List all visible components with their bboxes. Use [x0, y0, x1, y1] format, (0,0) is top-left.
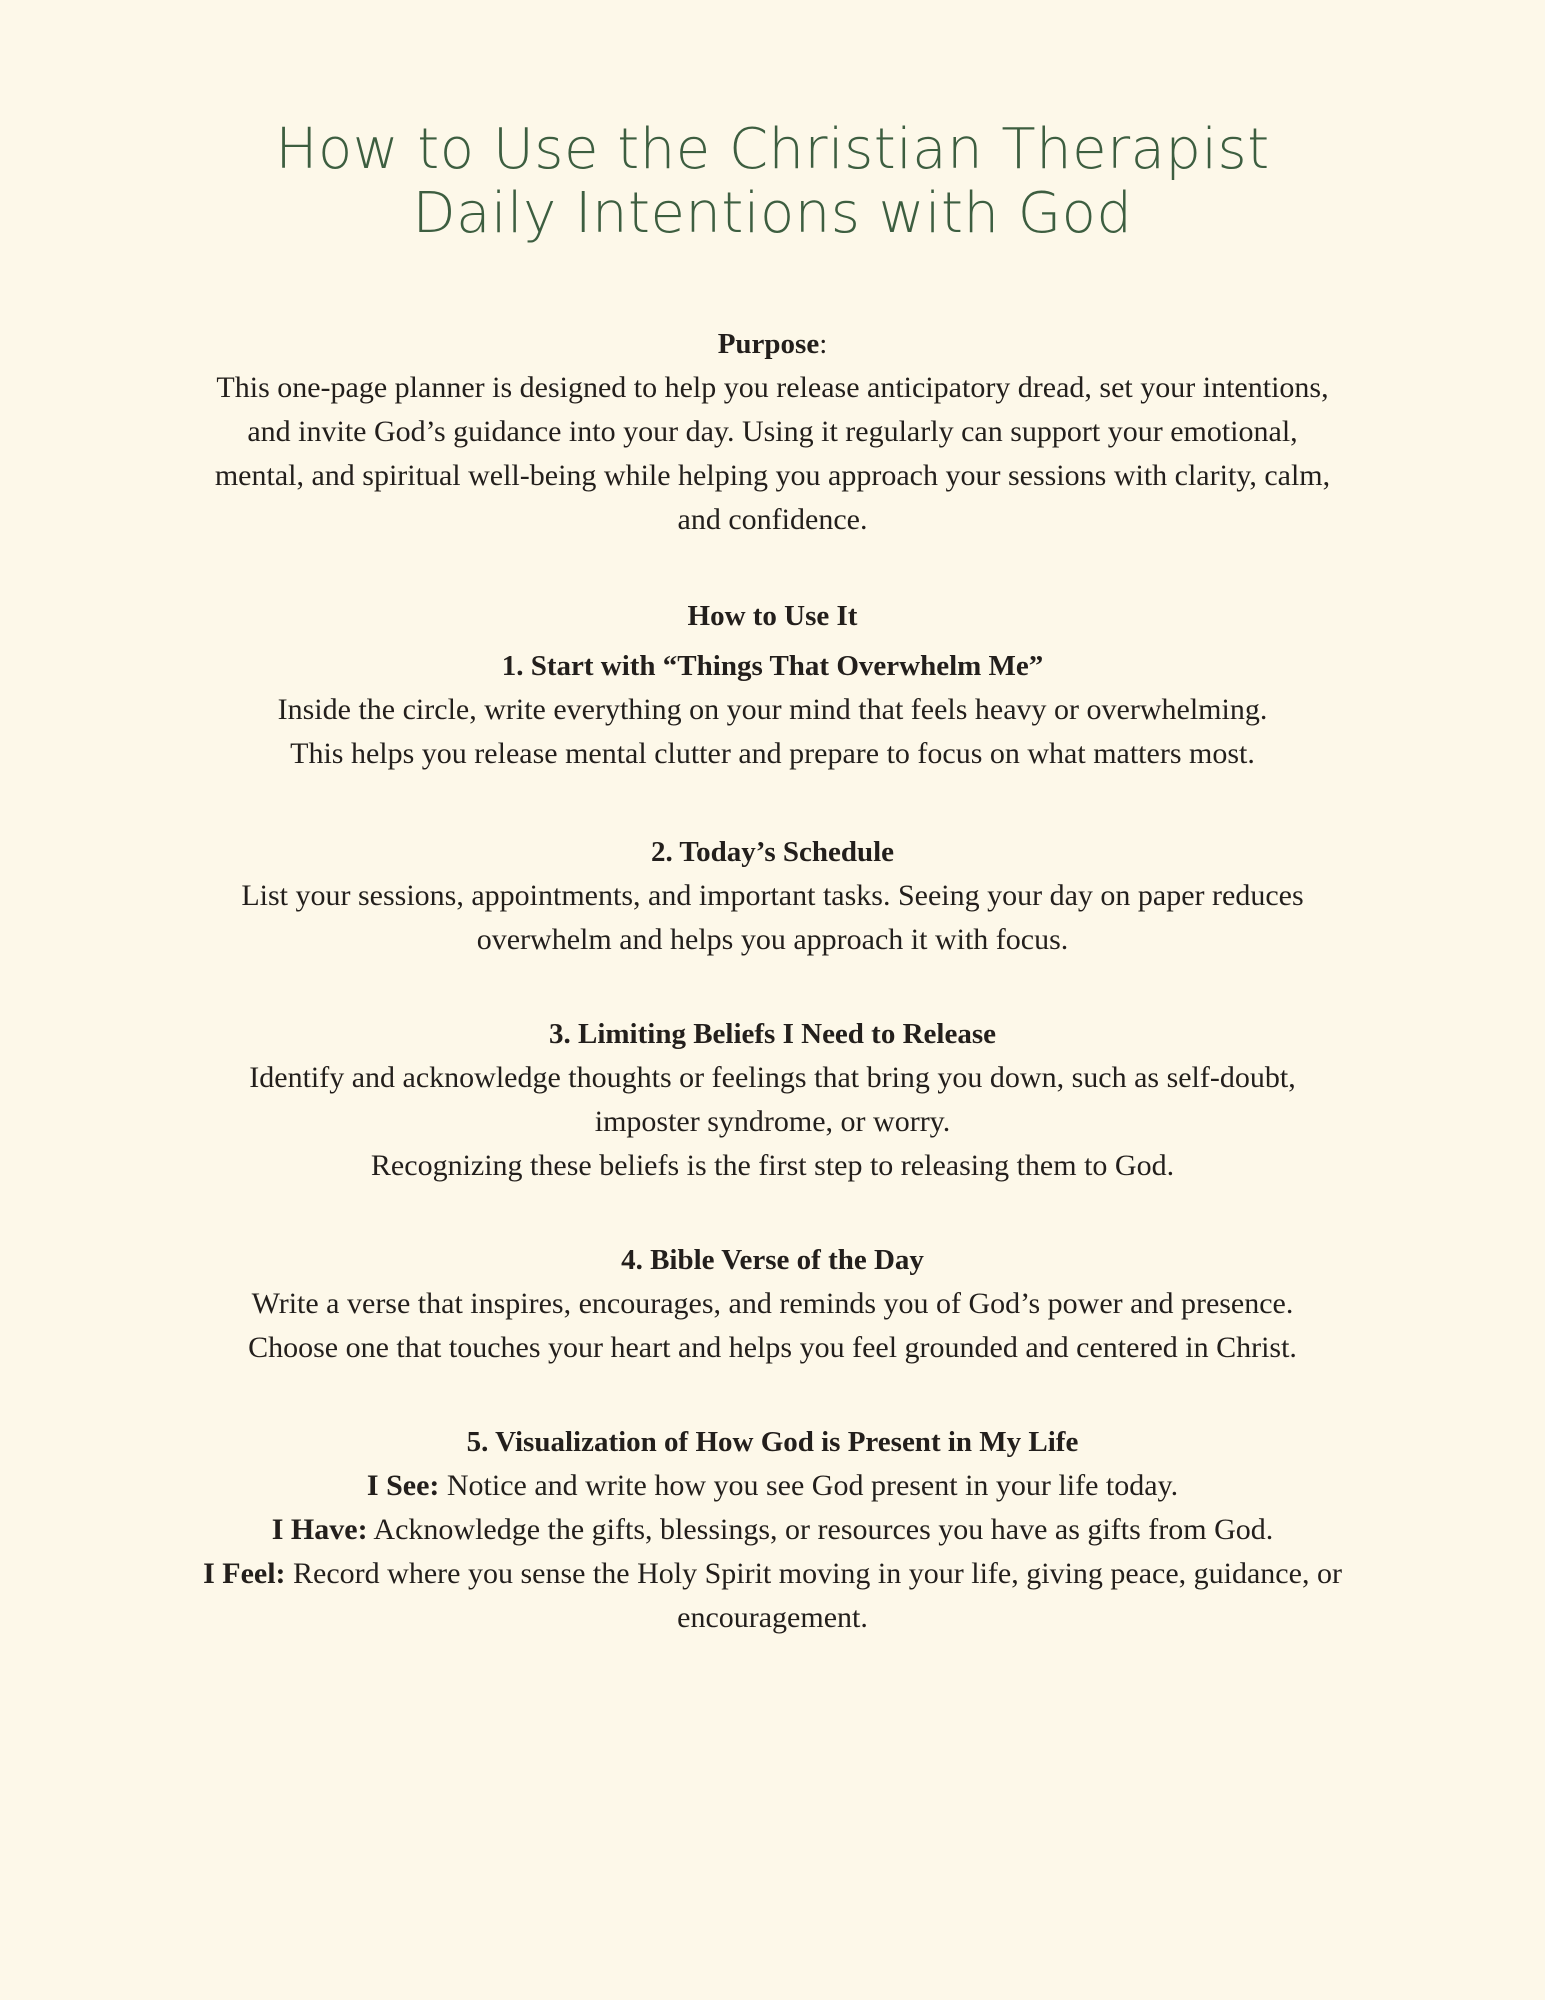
how-to-use-section	[130, 594, 1415, 638]
item-text: Notice and write how you see God present in your life today.	[439, 1469, 1179, 1502]
section-todays-schedule	[130, 830, 1415, 962]
section-line: imposter syndrome, or worry.	[594, 1105, 951, 1138]
purpose-line: mental, and spiritual well-being while helping you approach your sessions with clarity, calm,	[214, 459, 1331, 492]
section-heading: 4. Bible Verse of the Day	[621, 1244, 924, 1276]
purpose-line: and invite God’s guidance into your day. Using it regularly can support your emotional,	[247, 415, 1298, 448]
item-label: I See:	[366, 1469, 440, 1502]
visualization-item-i-see	[130, 1464, 1415, 1508]
section-visualization	[130, 1420, 1415, 1640]
section-line: Recognizing these beliefs is the first step to releasing them to God.	[370, 1149, 1175, 1182]
section-text	[130, 1464, 1415, 1640]
section-line: Inside the circle, write everything on your mind that feels heavy or overwhelming.	[277, 693, 1268, 726]
purpose-text	[130, 366, 1415, 542]
purpose-line: and confidence.	[677, 503, 868, 536]
purpose-section	[130, 322, 1415, 542]
page-title-line-2: Daily Intentions with God	[412, 181, 1133, 246]
purpose-heading-text: Purpose	[717, 328, 820, 360]
section-line: Identify and acknowledge thoughts or feelings that bring you down, such as self-doubt,	[249, 1061, 1296, 1094]
section-heading: 2. Today’s Schedule	[650, 836, 895, 868]
section-things-overwhelm	[130, 644, 1415, 776]
section-text	[130, 1056, 1415, 1188]
page-title-line-1: How to Use the Christian Therapist	[275, 117, 1270, 182]
section-line: This helps you release mental clutter and prepare to focus on what matters most.	[290, 737, 1255, 770]
purpose-heading-colon: :	[819, 328, 828, 360]
section-line: Write a verse that inspires, encourages, and reminds you of God’s power and presence.	[251, 1287, 1294, 1320]
item-text: Acknowledge the gifts, blessings, or resources you have as gifts from God.	[367, 1513, 1274, 1546]
section-line: List your sessions, appointments, and important tasks. Seeing your day on paper reduces	[241, 879, 1304, 912]
section-heading: 5. Visualization of How God is Present in My Life	[466, 1426, 1079, 1458]
section-bible-verse	[130, 1238, 1415, 1370]
page-title	[130, 118, 1415, 246]
section-line: encouragement.	[677, 1601, 868, 1634]
visualization-item-i-have	[130, 1508, 1415, 1552]
section-line: Choose one that touches your heart and helps you feel grounded and centered in Christ.	[248, 1331, 1297, 1364]
how-to-use-heading: How to Use It	[687, 600, 858, 632]
purpose-heading	[130, 322, 1415, 366]
section-heading: 3. Limiting Beliefs I Need to Release	[548, 1018, 996, 1050]
visualization-item-i-feel	[130, 1552, 1415, 1596]
item-label: I Have:	[271, 1513, 368, 1546]
section-line: overwhelm and helps you approach it with focus.	[476, 923, 1069, 956]
item-text: Record where you sense the Holy Spirit moving in your life, giving peace, guidance, or	[285, 1557, 1342, 1590]
section-text	[130, 1282, 1415, 1370]
section-heading: 1. Start with “Things That Overwhelm Me”	[501, 650, 1044, 682]
section-text	[130, 688, 1415, 776]
item-label: I Feel:	[203, 1557, 286, 1590]
section-text	[130, 874, 1415, 962]
section-limiting-beliefs	[130, 1012, 1415, 1188]
purpose-line: This one-page planner is designed to help you release anticipatory dread, set your intentions,	[216, 371, 1329, 404]
